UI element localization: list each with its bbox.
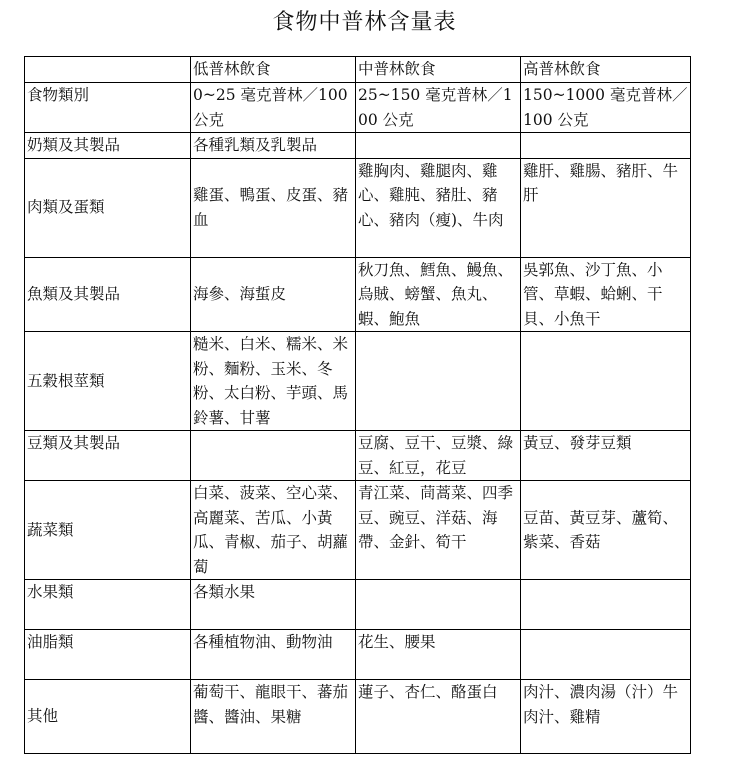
low-purine-cell: 各種乳類及乳製品 [191, 133, 356, 159]
low-purine-cell: 0~25 毫克普林／100 公克 [191, 83, 356, 133]
low-purine-cell: 各種植物油、動物油 [191, 630, 356, 680]
category-cell: 奶類及其製品 [25, 133, 191, 159]
high-purine-cell [521, 630, 691, 680]
category-cell: 食物類別 [25, 83, 191, 133]
table-row [25, 680, 691, 754]
high-purine-cell [521, 133, 691, 159]
low-purine-cell: 各類水果 [191, 580, 356, 630]
high-purine-cell: 肉汁、濃肉湯（汁）牛肉汁、雞精 [521, 680, 691, 754]
category-cell: 魚類及其製品 [25, 257, 191, 332]
low-purine-cell [191, 431, 356, 481]
high-purine-cell: 黃豆、發芽豆類 [521, 431, 691, 481]
table-row [25, 133, 691, 159]
category-cell: 其他 [25, 680, 191, 754]
low-purine-cell: 海參、海蜇皮 [191, 257, 356, 332]
header-cell-mid: 中普林飲食 [356, 57, 521, 83]
category-cell: 油脂類 [25, 630, 191, 680]
mid-purine-cell [356, 133, 521, 159]
high-purine-cell: 吳郭魚、沙丁魚、小管、草蝦、蛤蜊、干貝、小魚干 [521, 257, 691, 332]
header-cell-low: 低普林飲食 [191, 57, 356, 83]
mid-purine-cell: 花生、腰果 [356, 630, 521, 680]
mid-purine-cell [356, 580, 521, 630]
category-cell: 水果類 [25, 580, 191, 630]
table-row [25, 431, 691, 481]
table-row [25, 83, 691, 133]
high-purine-cell: 豆苗、黃豆芽、蘆筍、紫菜、香菇 [521, 481, 691, 580]
low-purine-cell: 糙米、白米、糯米、米粉、麵粉、玉米、冬粉、太白粉、芋頭、馬鈴薯、甘薯 [191, 332, 356, 431]
category-cell: 五穀根莖類 [25, 332, 191, 431]
header-cell-high: 高普林飲食 [521, 57, 691, 83]
low-purine-cell: 雞蛋、鴨蛋、皮蛋、豬血 [191, 158, 356, 257]
low-purine-cell: 葡萄干、龍眼干、蕃茄醬、醬油、果糖 [191, 680, 356, 754]
mid-purine-cell: 25~150 毫克普林／100 公克 [356, 83, 521, 133]
high-purine-cell [521, 580, 691, 630]
mid-purine-cell: 青江菜、茼蒿菜、四季豆、豌豆、洋菇、海帶、金針、筍干 [356, 481, 521, 580]
category-cell: 豆類及其製品 [25, 431, 191, 481]
mid-purine-cell: 雞胸肉、雞腿肉、雞心、雞肫、豬肚、豬心、豬肉（瘦)、牛肉 [356, 158, 521, 257]
header-cell-blank [25, 57, 191, 83]
table-header-row [25, 57, 691, 83]
high-purine-cell: 150~1000 毫克普林／100 公克 [521, 83, 691, 133]
table-row [25, 481, 691, 580]
high-purine-cell [521, 332, 691, 431]
purine-content-table [24, 56, 691, 754]
page-title: 食物中普林含量表 [272, 10, 457, 35]
low-purine-cell: 白菜、菠菜、空心菜、高麗菜、苦瓜、小黃瓜、青椒、茄子、胡蘿蔔 [191, 481, 356, 580]
category-cell: 蔬菜類 [25, 481, 191, 580]
table-row [25, 630, 691, 680]
mid-purine-cell: 秋刀魚、鱈魚、鰻魚、烏賊、螃蟹、魚丸、蝦、鮑魚 [356, 257, 521, 332]
table-row [25, 580, 691, 630]
category-cell: 肉類及蛋類 [25, 158, 191, 257]
table-row [25, 257, 691, 332]
mid-purine-cell: 豆腐、豆干、豆漿、綠豆、紅豆，花豆 [356, 431, 521, 481]
high-purine-cell: 雞肝、雞腸、豬肝、牛肝 [521, 158, 691, 257]
mid-purine-cell [356, 332, 521, 431]
mid-purine-cell: 蓮子、杏仁、酪蛋白 [356, 680, 521, 754]
table-row [25, 158, 691, 257]
table-row [25, 332, 691, 431]
